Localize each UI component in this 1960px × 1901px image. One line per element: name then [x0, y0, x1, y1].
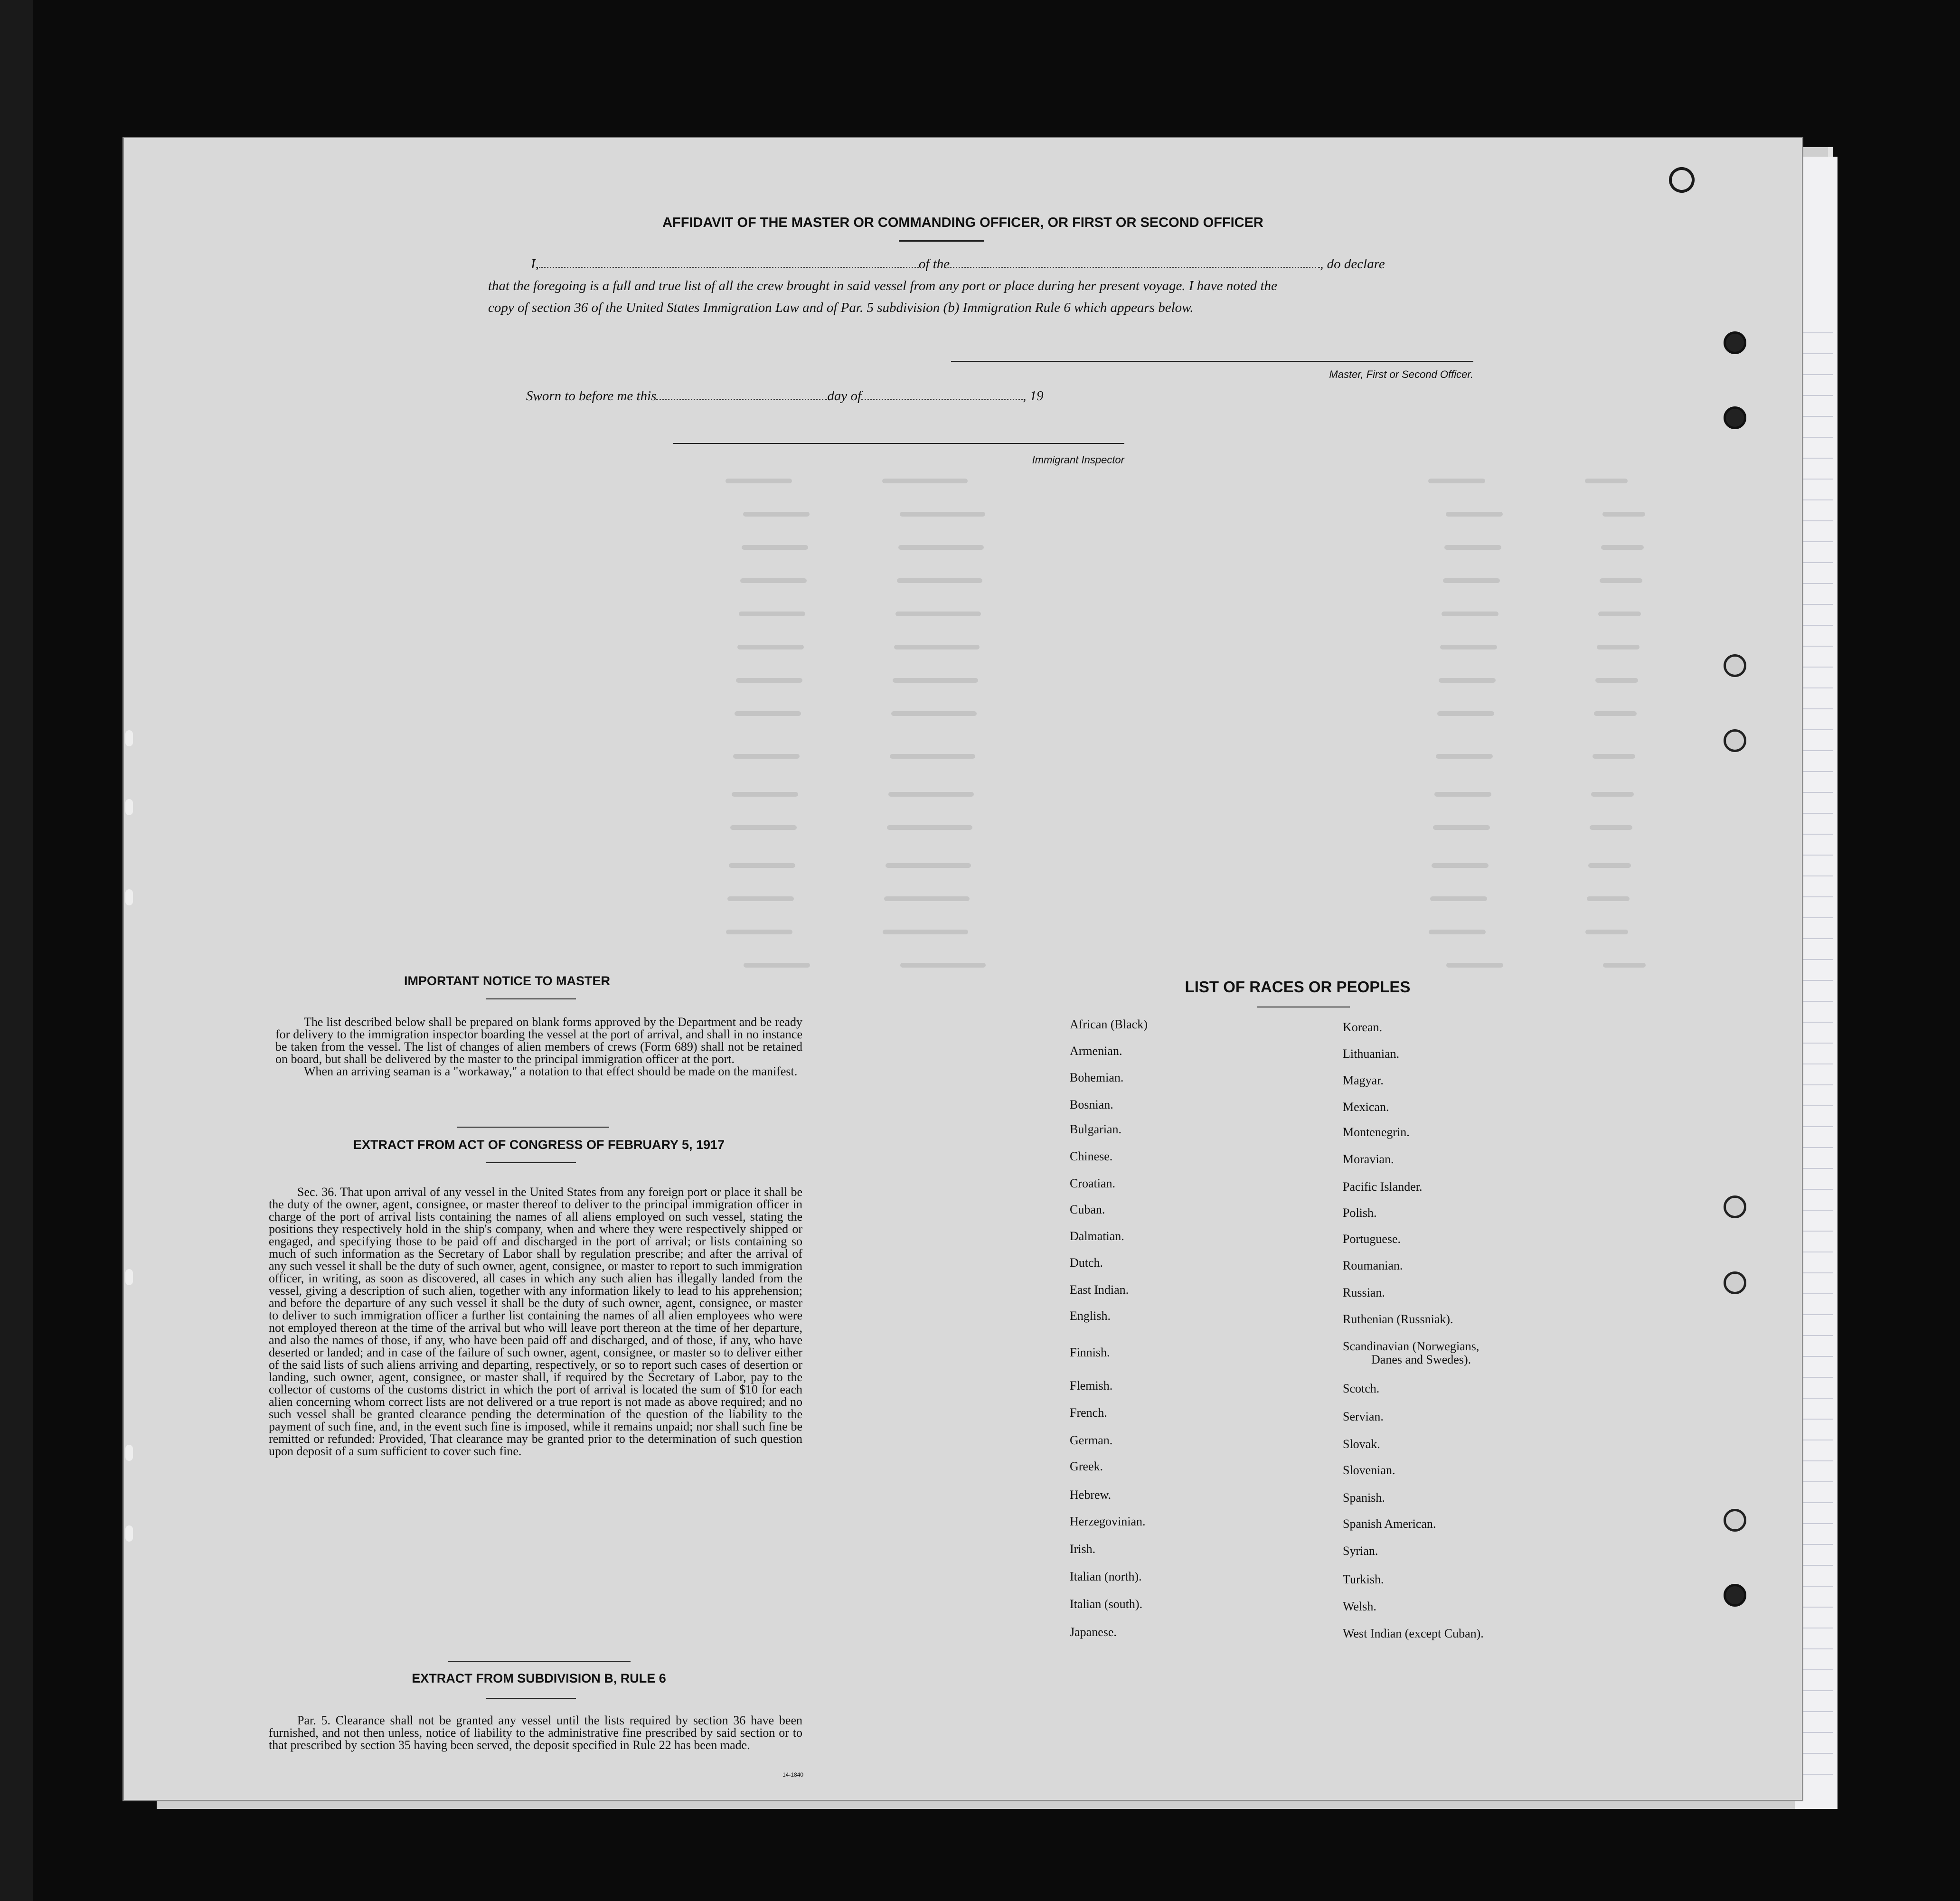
- ruled-line: [1800, 1648, 1833, 1649]
- race-item: Russian.: [1343, 1286, 1385, 1299]
- ruled-line: [1800, 1231, 1833, 1232]
- race-item: Dutch.: [1070, 1256, 1103, 1270]
- ruled-line: [1800, 604, 1833, 605]
- ghost-mark: [890, 754, 975, 759]
- ruled-line: [1800, 667, 1833, 668]
- ghost-mark: [733, 754, 800, 759]
- ruled-line: [1800, 771, 1833, 772]
- ghost-mark: [744, 963, 810, 968]
- act-body: [269, 1186, 802, 1458]
- master-signature-line[interactable]: [951, 361, 1473, 362]
- punch-hole: [1724, 1509, 1746, 1532]
- race-item: Chinese.: [1070, 1149, 1113, 1163]
- ruled-line: [1800, 896, 1833, 897]
- ghost-mark: [887, 825, 972, 830]
- ruled-line: [1800, 625, 1833, 626]
- ghost-mark: [1588, 863, 1631, 868]
- race-item: Armenian.: [1070, 1044, 1122, 1058]
- ruled-line: [1800, 1732, 1833, 1733]
- notice-underline: [486, 998, 576, 999]
- vessel-blank[interactable]: [950, 267, 1320, 268]
- ghost-mark: [729, 863, 795, 868]
- race-item: Pacific Islander.: [1343, 1180, 1423, 1194]
- ruled-line: [1800, 353, 1833, 354]
- ruled-line: [1800, 1544, 1833, 1545]
- ruled-line: [1800, 437, 1833, 438]
- ghost-mark: [893, 678, 978, 683]
- day-of-label: day of: [827, 388, 862, 404]
- race-item: Syrian.: [1343, 1544, 1378, 1558]
- race-item: Bulgarian.: [1070, 1122, 1122, 1136]
- race-item: Ruthenian (Russniak).: [1343, 1312, 1453, 1326]
- ruled-line: [1800, 541, 1833, 542]
- ruled-line: [1800, 1398, 1833, 1399]
- title-underline: [899, 240, 984, 242]
- ghost-mark: [1428, 479, 1485, 483]
- ghost-mark: [1585, 479, 1628, 483]
- ruled-line: [1800, 834, 1833, 835]
- ruled-line: [1800, 1147, 1833, 1148]
- affidavit-line1: [531, 256, 1385, 272]
- ghost-mark: [1600, 578, 1642, 583]
- ruled-line: [1800, 1481, 1833, 1482]
- race-item: Slovak.: [1343, 1437, 1380, 1451]
- divider-act: [457, 1127, 609, 1128]
- race-item: Spanish.: [1343, 1491, 1385, 1505]
- ruled-line: [1800, 1753, 1833, 1754]
- race-item: Polish.: [1343, 1206, 1377, 1220]
- ruled-line: [1800, 1690, 1833, 1691]
- ruled-line: [1800, 1586, 1833, 1587]
- ghost-mark: [1439, 678, 1496, 683]
- ghost-mark: [1585, 930, 1628, 934]
- ruled-line: [1800, 1126, 1833, 1127]
- race-item: Hebrew.: [1070, 1488, 1112, 1502]
- ruled-line: [1800, 499, 1833, 500]
- punch-hole: [1724, 654, 1746, 677]
- affidavit-line3: copy of section 36 of the United States Immigration Law and of Par. 5 subdivision (b) Immigration Rule 6 which appears below.: [488, 300, 1194, 315]
- ruled-line: [1800, 1565, 1833, 1566]
- rule6-title: EXTRACT FROM SUBDIVISION B, RULE 6: [412, 1671, 666, 1685]
- ghost-mark: [884, 896, 970, 901]
- ruled-line: [1800, 1043, 1833, 1044]
- act-paragraph: Sec. 36. That upon arrival of any vessel in the United States from any foreign port or place it shall be the duty of the owner, agent, consignee, or master thereof to deliver to the principal immigration officer in charge of the port of arrival lists containing the names of all aliens employed on such vessel, stating the positions they respectively hold in the ship's company, when and where they were respectively shipped or engaged, and specifying those to be paid off and discharged in the port of arrival; or lists containing so much of such information as the Secretary of Labor shall by regulation prescribe; and after the arrival of any such vessel it shall be the duty of such owner, agent, consignee, or master to report to such immigration officer, in writing, as soon as discovered, all cases in which any such alien has illegally landed from the vessel, giving a description of such alien, together with any information likely to lead to his apprehension; and before the departure of any such vessel it shall be the duty of such owner, agent, consignee, or master to deliver to such immigration officer a further list containing the names of all alien employees who were not employed thereon at the time of the arrival but who will leave port thereon at the time of her departure, and also the names of those, if any, who have been paid off and discharged, and of those, if any, who have deserted or landed; and in case of the failure of such owner, agent, consignee, or master so to deliver either of the said lists of such aliens arriving and departing, respectively, or so to report such cases of desertion or landing, such owner, agent, consignee, or master shall, if required by the Secretary of Labor, pay to the collector of customs of the customs district in which the port of arrival is located the sum of $10 for each alien concerning whom correct lists are not delivered or a true report is not made as above required; and no such vessel shall be granted clearance pending the determination of the question of the liability to the payment of such fine, and, in the event such fine is imposed, while it remains unpaid; nor shall such fine be remitted or refunded: Provided, That clearance may be granted prior to the determination of such question upon deposit of a sum sufficient to cover such fine.: [269, 1185, 802, 1458]
- binder-hole: [125, 730, 133, 746]
- ruled-line: [1800, 1669, 1833, 1670]
- race-item: Korean.: [1343, 1020, 1383, 1034]
- ruled-line: [1800, 1335, 1833, 1336]
- ghost-mark: [732, 792, 798, 797]
- ghost-mark: [1436, 754, 1493, 759]
- ghost-mark: [883, 930, 968, 934]
- ghost-mark: [1432, 863, 1489, 868]
- ruled-line: [1800, 1105, 1833, 1106]
- ruled-line: [1800, 1022, 1833, 1023]
- ghost-mark: [886, 863, 971, 868]
- ghost-mark: [1587, 896, 1630, 901]
- race-item: Spanish American.: [1343, 1517, 1436, 1531]
- race-item: Moravian.: [1343, 1152, 1394, 1166]
- race-item: Italian (north).: [1070, 1570, 1142, 1583]
- ruled-line: [1800, 1523, 1833, 1524]
- affidavit-i: I,: [531, 256, 539, 272]
- ruled-line: [1800, 646, 1833, 647]
- ghost-mark: [730, 825, 797, 830]
- ruled-line: [1800, 1063, 1833, 1064]
- ruled-line: [1800, 332, 1833, 333]
- race-item: Slovenian.: [1343, 1463, 1395, 1477]
- races-title: LIST OF RACES OR PEOPLES: [1185, 978, 1411, 996]
- punch-hole: [1724, 331, 1746, 354]
- act-underline: [486, 1162, 576, 1163]
- ruled-line: [1800, 395, 1833, 396]
- ghost-mark: [739, 612, 805, 616]
- ruled-line: [1800, 708, 1833, 709]
- ruled-line: [1800, 1168, 1833, 1169]
- ghost-mark: [736, 678, 802, 683]
- sworn-line: [526, 388, 1044, 404]
- race-item: Welsh.: [1343, 1600, 1376, 1613]
- race-item: Greek.: [1070, 1459, 1103, 1473]
- year-label: , 19: [1023, 388, 1044, 404]
- race-item: Scandinavian (Norwegians,: [1343, 1339, 1479, 1353]
- ruled-line: [1800, 479, 1833, 480]
- race-item: Japanese.: [1070, 1625, 1117, 1639]
- left-dark-strip: [0, 0, 33, 1901]
- race-item: Herzegovinian.: [1070, 1515, 1146, 1528]
- ruled-line: [1800, 917, 1833, 918]
- ghost-mark: [898, 545, 984, 550]
- notice-body: [275, 1016, 802, 1078]
- ruled-line: [1800, 583, 1833, 584]
- ruled-line: [1800, 687, 1833, 688]
- race-item: Servian.: [1343, 1410, 1384, 1423]
- ruled-line: [1800, 938, 1833, 939]
- ruled-line: [1800, 1084, 1833, 1085]
- race-item: Italian (south).: [1070, 1597, 1143, 1611]
- form-number: 14-1840: [782, 1771, 804, 1778]
- notice-title: IMPORTANT NOTICE TO MASTER: [404, 974, 610, 988]
- race-item: Roumanian.: [1343, 1259, 1403, 1272]
- affidavit-line2: that the foregoing is a full and true list of all the crew brought in said vessel from any port or place during her present voyage. I have noted the: [488, 278, 1277, 293]
- race-item: Magyar.: [1343, 1073, 1384, 1087]
- race-item: Danes and Swedes).: [1371, 1353, 1471, 1366]
- ruled-line: [1800, 1293, 1833, 1294]
- ghost-mark: [888, 792, 974, 797]
- ruled-line: [1800, 875, 1833, 876]
- ruled-line: [1800, 959, 1833, 960]
- ruled-line: [1800, 1377, 1833, 1378]
- punch-hole: [1724, 1584, 1746, 1607]
- race-item: Turkish.: [1343, 1572, 1384, 1586]
- binder-hole: [125, 1525, 133, 1542]
- ruled-line: [1800, 1607, 1833, 1608]
- race-item: Cuban.: [1070, 1203, 1105, 1216]
- ruled-line: [1800, 855, 1833, 856]
- ruled-line: [1800, 1210, 1833, 1211]
- punch-hole: [1724, 1195, 1746, 1218]
- ruled-line: [1800, 1314, 1833, 1315]
- ruled-line: [1800, 980, 1833, 981]
- ghost-mark: [1590, 825, 1632, 830]
- race-item: German.: [1070, 1433, 1113, 1447]
- ghost-mark: [1594, 711, 1637, 716]
- ghost-mark: [1598, 612, 1641, 616]
- rule6-underline: [486, 1698, 576, 1699]
- ghost-mark: [743, 512, 810, 517]
- ruled-line: [1800, 458, 1833, 459]
- binder-hole: [125, 1269, 133, 1285]
- ghost-mark: [882, 479, 968, 483]
- race-item: East Indian.: [1070, 1283, 1129, 1297]
- affidavit-of-the: of the: [918, 256, 950, 272]
- ruled-line: [1800, 1272, 1833, 1273]
- notice-paragraph-1: The list described below shall be prepared on blank forms approved by the Department and be ready for delivery to the immigration inspector boarding the vessel at the port of arrival, and shall in no instance be taken from the vessel. The list of changes of alien members of crews (Form 689) shall not be retained on board, but shall be delivered by the master to the principal immigration officer at the port.: [275, 1015, 802, 1066]
- name-blank[interactable]: [539, 267, 919, 268]
- divider-rule6: [448, 1661, 631, 1662]
- ghost-mark: [1444, 545, 1501, 550]
- ghost-mark: [895, 612, 981, 616]
- race-item: West Indian (except Cuban).: [1343, 1627, 1484, 1640]
- inspector-signature-line[interactable]: [673, 443, 1124, 444]
- ghost-mark: [1437, 711, 1494, 716]
- race-item: Mexican.: [1343, 1100, 1389, 1114]
- inspector-label: Immigrant Inspector: [1032, 454, 1124, 466]
- ruled-line: [1800, 1460, 1833, 1461]
- rule6-body: [269, 1714, 802, 1751]
- race-item: Portuguese.: [1343, 1232, 1401, 1246]
- race-item: French.: [1070, 1406, 1107, 1420]
- ruled-line: [1800, 520, 1833, 521]
- ghost-mark: [1602, 512, 1645, 517]
- ruled-line: [1800, 792, 1833, 793]
- ghost-mark: [726, 479, 792, 483]
- race-item: English.: [1070, 1309, 1111, 1323]
- ruled-line: [1800, 1189, 1833, 1190]
- ghost-mark: [1443, 578, 1500, 583]
- race-item: Croatian.: [1070, 1176, 1116, 1190]
- ghost-mark: [894, 645, 980, 649]
- ruled-line: [1800, 1356, 1833, 1357]
- ghost-mark: [1430, 896, 1487, 901]
- ghost-mark: [897, 578, 982, 583]
- ghost-mark: [900, 963, 986, 968]
- master-label: Master, First or Second Officer.: [1329, 368, 1473, 380]
- race-item: Dalmatian.: [1070, 1229, 1124, 1243]
- ruled-line: [1800, 1711, 1833, 1712]
- ghost-mark: [1446, 512, 1503, 517]
- ghost-mark: [900, 512, 985, 517]
- binder-hole: [125, 799, 133, 815]
- ghost-mark: [740, 578, 807, 583]
- act-title: EXTRACT FROM ACT OF CONGRESS OF FEBRUARY 5, 1917: [353, 1138, 725, 1152]
- ruled-line: [1800, 1774, 1833, 1775]
- ruled-line: [1800, 374, 1833, 375]
- ghost-mark: [1440, 645, 1497, 649]
- binder-hole: [125, 1445, 133, 1461]
- ghost-mark: [742, 545, 808, 550]
- notice-paragraph-2: When an arriving seaman is a "workaway," a notation to that effect should be made on the manifest.: [304, 1064, 798, 1078]
- ghost-mark: [726, 930, 792, 934]
- race-item: Scotch.: [1343, 1382, 1380, 1395]
- ruled-line: [1800, 813, 1833, 814]
- sworn-day-blank[interactable]: [656, 399, 827, 400]
- race-item: Finnish.: [1070, 1346, 1110, 1359]
- punch-hole: [1724, 1271, 1746, 1294]
- ghost-mark: [1592, 754, 1635, 759]
- race-item: Irish.: [1070, 1542, 1096, 1556]
- ghost-mark: [735, 711, 801, 716]
- ghost-mark: [1603, 963, 1646, 968]
- ruled-line: [1800, 416, 1833, 417]
- ruled-line: [1800, 562, 1833, 563]
- ghost-mark: [1591, 792, 1634, 797]
- ruled-line: [1800, 729, 1833, 730]
- ghost-mark: [1442, 612, 1498, 616]
- ruled-line: [1800, 1502, 1833, 1503]
- race-item: Lithuanian.: [1343, 1047, 1400, 1061]
- race-item: Bosnian.: [1070, 1098, 1113, 1111]
- ghost-mark: [891, 711, 977, 716]
- ghost-mark: [1597, 645, 1640, 649]
- rule6-paragraph: Par. 5. Clearance shall not be granted any vessel until the lists required by section 36 have been furnished, and not then unless, notice of liability to the administrative fine prescribed by said section or to that prescribed by section 35 having been served, the deposit specified in Rule 22 has been made.: [269, 1713, 802, 1752]
- race-item: Bohemian.: [1070, 1071, 1124, 1084]
- affidavit-title: AFFIDAVIT OF THE MASTER OR COMMANDING OFFICER, OR FIRST OR SECOND OFFICER: [662, 215, 1263, 230]
- sworn-label: Sworn to before me this: [526, 388, 657, 404]
- race-item: Flemish.: [1070, 1379, 1113, 1393]
- affidavit-declare: , do declare: [1320, 256, 1385, 272]
- ruled-line: [1800, 1419, 1833, 1420]
- ruled-line: [1800, 1001, 1833, 1002]
- race-item: African (Black): [1070, 1017, 1148, 1031]
- ghost-mark: [727, 896, 794, 901]
- ghost-mark: [1434, 792, 1491, 797]
- ruled-line: [1800, 750, 1833, 751]
- document-page: [122, 137, 1803, 1801]
- ghost-mark: [1595, 678, 1638, 683]
- ghost-mark: [737, 645, 804, 649]
- ghost-mark: [1446, 963, 1503, 968]
- binder-hole: [125, 889, 133, 905]
- punch-hole: [1724, 729, 1746, 752]
- ghost-mark: [1433, 825, 1490, 830]
- sworn-month-blank[interactable]: [861, 399, 1023, 400]
- ghost-mark: [1601, 545, 1644, 550]
- punch-hole: [1724, 406, 1746, 429]
- ghost-mark: [1429, 930, 1486, 934]
- race-item: Montenegrin.: [1343, 1125, 1410, 1139]
